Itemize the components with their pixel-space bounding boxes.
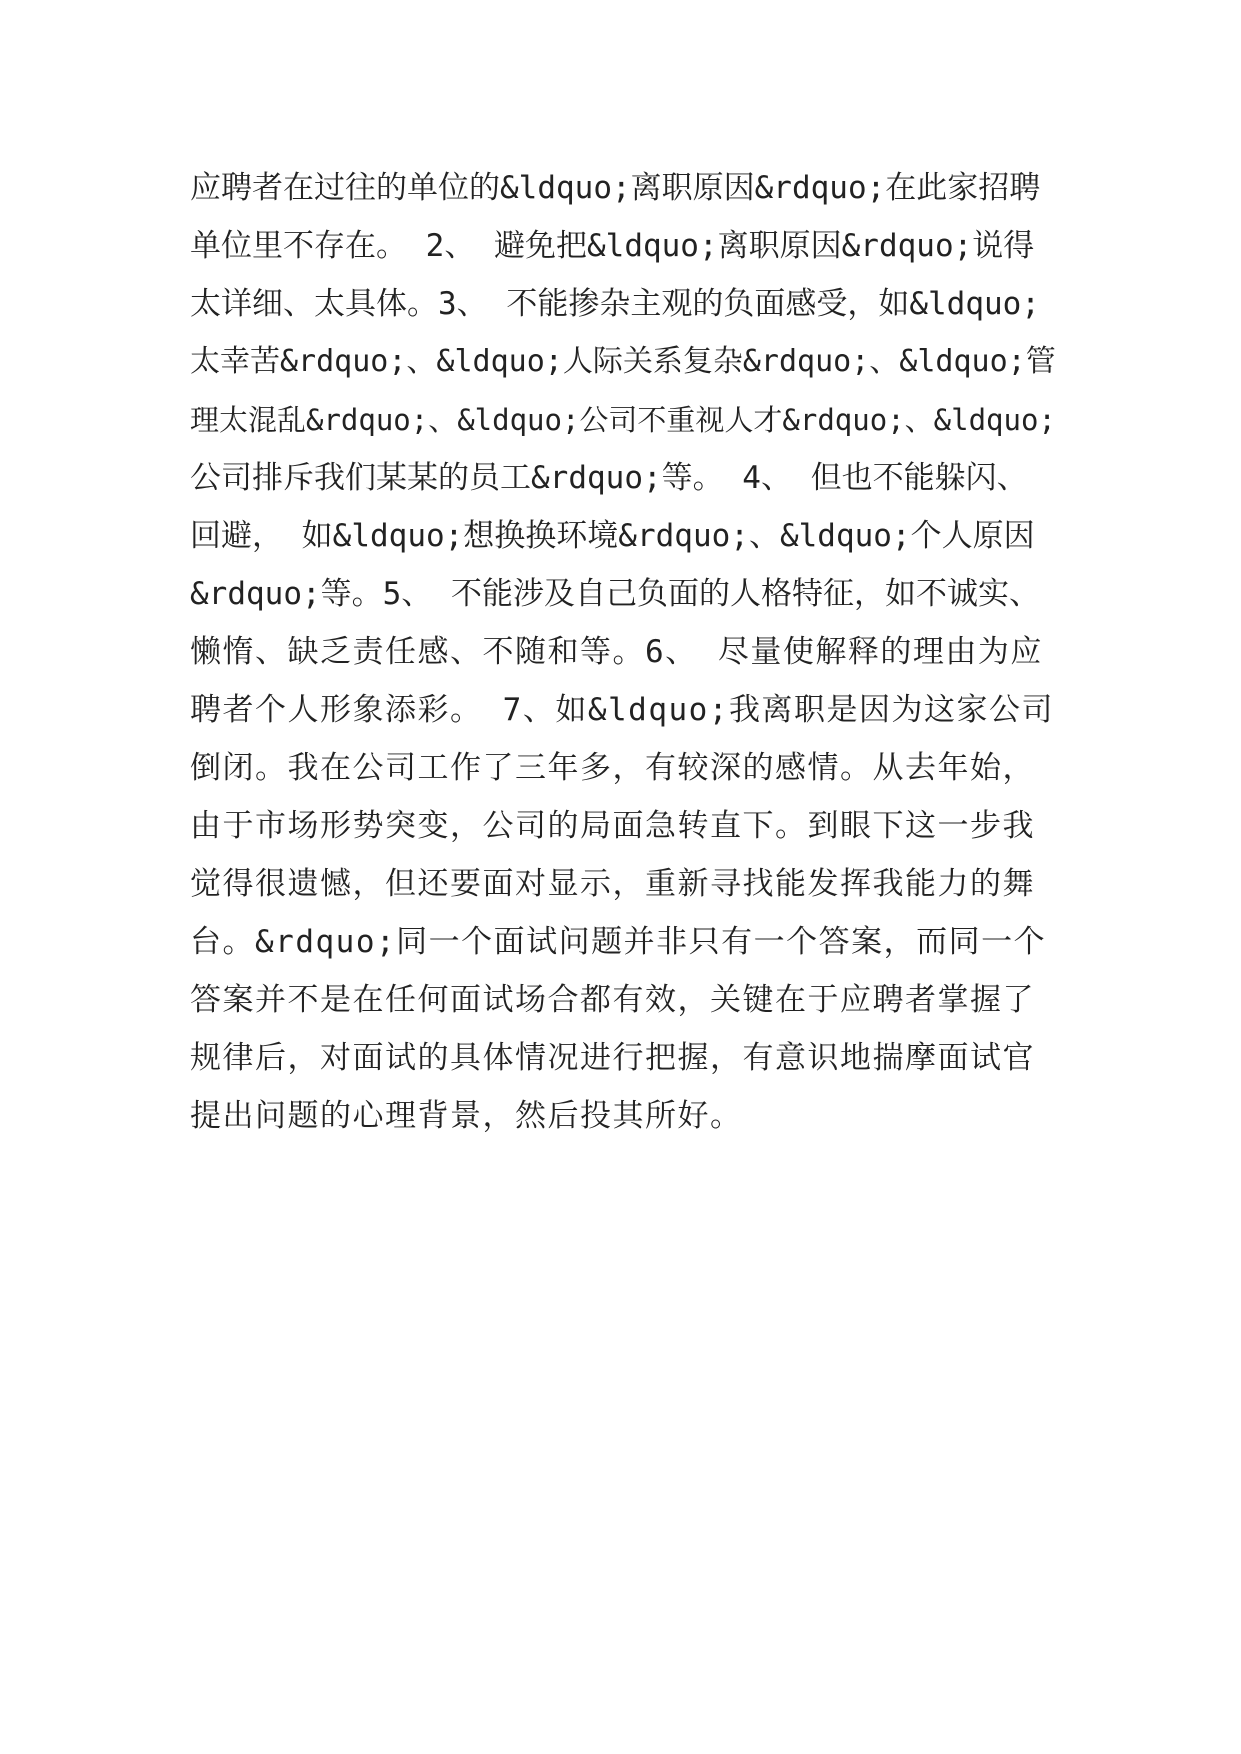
body-paragraph <box>190 159 1070 1145</box>
text-line: 提出问题的心理背景，然后投其所好。 <box>190 1098 743 1134</box>
text-line: &rdquo;等。5、 不能涉及自己负面的人格特征，如不诚实、 <box>190 576 1040 612</box>
text-line: 单位里不存在。 2、 避免把&ldquo;离职原因&rdquo;说得 <box>190 228 1035 264</box>
text-line: 觉得很遗憾，但还要面对显示，重新寻找能发挥我能力的舞 <box>190 866 1035 902</box>
text-line: 由于市场形势突变，公司的局面急转直下。到眼下这一步我 <box>190 808 1035 844</box>
text-line: 答案并不是在任何面试场合都有效，关键在于应聘者掌握了 <box>190 982 1035 1018</box>
text-line: 懒惰、缺乏责任感、不随和等。6、 尽量使解释的理由为应 <box>190 634 1043 670</box>
text-line: 台。&rdquo;同一个面试问题并非只有一个答案，而同一个 <box>190 924 1047 960</box>
text-line: 聘者个人形象添彩。 7、如&ldquo;我离职是因为这家公司 <box>190 692 1054 728</box>
text-line: 倒闭。我在公司工作了三年多，有较深的感情。从去年始， <box>190 750 1035 786</box>
text-line: 回避， 如&ldquo;想换换环境&rdquo;、&ldquo;个人原因 <box>190 518 1035 554</box>
text-line: 公司排斥我们某某的员工&rdquo;等。 4、 但也不能躲闪、 <box>190 460 1028 496</box>
text-line: 应聘者在过往的单位的&ldquo;离职原因&rdquo;在此家招聘 <box>190 170 1041 206</box>
text-line: 太幸苦&rdquo;、&ldquo;人际关系复杂&rdquo;、&ldquo;管 <box>190 344 1056 379</box>
text-line: 太详细、太具体。3、 不能掺杂主观的负面感受，如&ldquo; <box>190 286 1040 322</box>
text-line: 理太混乱&rdquo;、&ldquo;公司不重视人才&rdquo;、&ldquo; <box>190 403 1056 437</box>
text-line: 规律后，对面试的具体情况进行把握，有意识地揣摩面试官 <box>190 1040 1035 1076</box>
